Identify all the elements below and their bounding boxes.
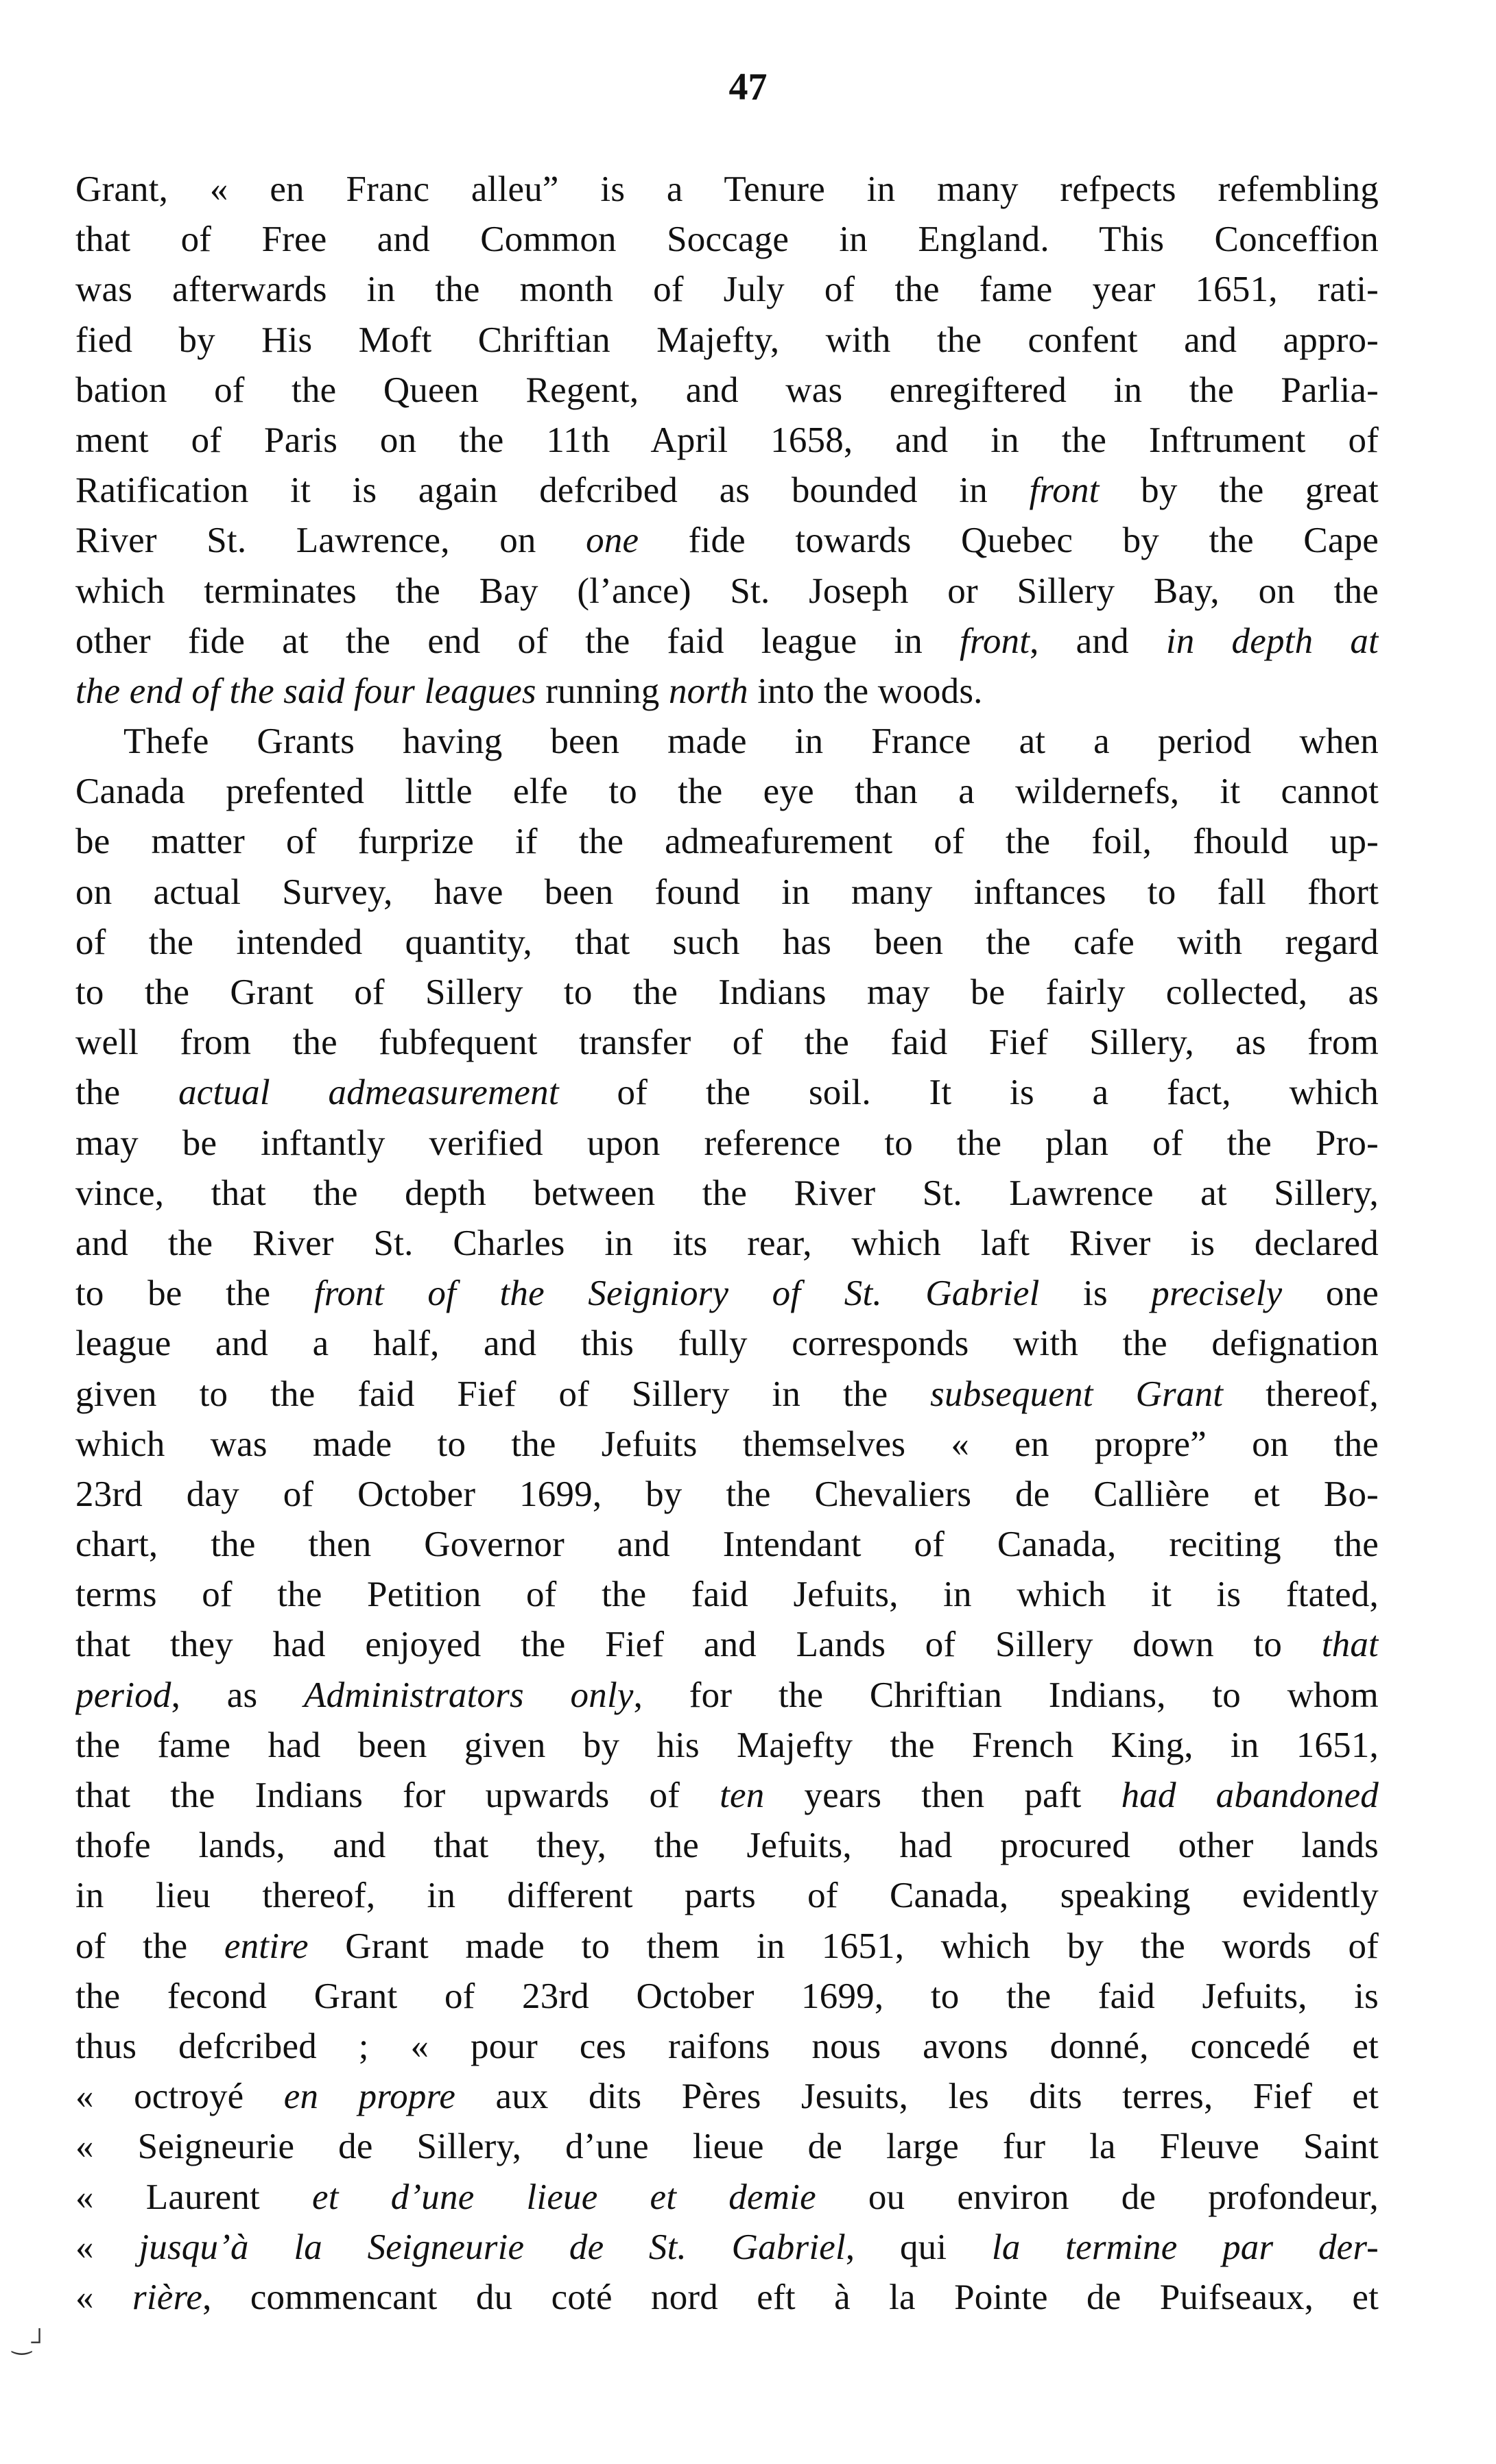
text-line: « octroyé en propre aux dits Pères Jesuits, les dits terres, Fief et <box>75 2077 1379 2117</box>
text-line: which was made to the Jefuits themselves « en propre” on the <box>75 1424 1379 1464</box>
text-line: may be inftantly verified upon reference to the plan of the Pro- <box>75 1123 1379 1163</box>
text-line: other fide at the end of the faid league in front, and in depth at <box>75 621 1379 661</box>
text-line: Ratification it is again defcribed as bounded in front by the great <box>75 470 1379 511</box>
text-line: to be the front of the Seigniory of St. Gabriel is precisely one <box>75 1273 1379 1314</box>
text-line: of the entire Grant made to them in 1651, which by the words of <box>75 1926 1379 1966</box>
text-line: thus defcribed ; « pour ces raifons nous avons donné, concedé et <box>75 2026 1379 2066</box>
text-line: in lieu thereof, in different parts of Canada, speaking evidently <box>75 1876 1379 1916</box>
text-line: the fame had been given by his Majefty the French King, in 1651, <box>75 1725 1379 1765</box>
text-line: given to the faid Fief of Sillery in the subsequent Grant thereof, <box>75 1374 1379 1414</box>
text-line: that of Free and Common Soccage in England. This Conceffion <box>75 219 1379 260</box>
page-number: 47 <box>728 66 768 108</box>
text-line: « Seigneurie de Sillery, d’une lieue de large fur la Fleuve Saint <box>75 2127 1379 2167</box>
text-line: and the River St. Charles in its rear, which laft River is declared <box>75 1223 1379 1263</box>
text-line: on actual Survey, have been found in many inftances to fall fhort <box>75 872 1379 912</box>
text-line: of the intended quantity, that such has been the cafe with regard <box>75 922 1379 962</box>
text-line: chart, the then Governor and Intendant of Canada, reciting the <box>75 1524 1379 1565</box>
text-line: be matter of furprize if the admeafurement of the foil, fhould up- <box>75 822 1379 862</box>
body-text <box>75 165 1379 2323</box>
text-line: 23rd day of October 1699, by the Chevaliers de Callière et Bo- <box>75 1474 1379 1514</box>
text-line: bation of the Queen Regent, and was enregiftered in the Parlia- <box>75 370 1379 410</box>
footer-mark: ‿┘ <box>12 2330 48 2355</box>
text-line: « Laurent et d’une lieue et demie ou environ de profondeur, <box>75 2177 1379 2217</box>
text-line: which terminates the Bay (l’ance) St. Joseph or Sillery Bay, on the <box>75 571 1379 611</box>
text-line: Grant, « en Franc alleu” is a Tenure in many refpects refembling <box>75 169 1379 209</box>
text-line: well from the fubfequent transfer of the faid Fief Sillery, as from <box>75 1022 1379 1063</box>
text-line: thofe lands, and that they, the Jefuits, had procured other lands <box>75 1826 1379 1866</box>
text-line: terms of the Petition of the faid Jefuits, in which it is ftated, <box>75 1575 1379 1615</box>
text-line: « rière, commencant du coté nord eft à la Pointe de Puifseaux, et <box>75 2277 1379 2317</box>
text-line: that they had enjoyed the Fief and Lands of Sillery down to that <box>75 1625 1379 1665</box>
text-line: fied by His Moft Chriftian Majefty, with the confent and appro- <box>75 320 1379 360</box>
text-line: « jusqu’à la Seigneurie de St. Gabriel, qui la termine par der- <box>75 2227 1379 2267</box>
text-line: was afterwards in the month of July of the fame year 1651, rati- <box>75 270 1379 310</box>
text-line: that the Indians for upwards of ten years then paft had abandoned <box>75 1775 1379 1815</box>
text-line: the end of the said four leagues running north into the woods. <box>75 671 983 711</box>
text-line: Canada prefented little elfe to the eye than a wildernefs, it cannot <box>75 772 1379 812</box>
text-line: vince, that the depth between the River St. Lawrence at Sillery, <box>75 1173 1379 1213</box>
text-line: ment of Paris on the 11th April 1658, and in the Inftrument of <box>75 420 1379 460</box>
text-line: to the Grant of Sillery to the Indians may be fairly collected, as <box>75 972 1379 1012</box>
text-line: the fecond Grant of 23rd October 1699, to the faid Jefuits, is <box>75 1976 1379 2016</box>
text-line: league and a half, and this fully corresponds with the defignation <box>75 1324 1379 1364</box>
text-line: period, as Administrators only, for the Chriftian Indians, to whom <box>75 1675 1379 1715</box>
text-line: Thefe Grants having been made in France at a period when <box>123 721 1379 762</box>
text-line: the actual admeasurement of the soil. It is a fact, which <box>75 1073 1379 1113</box>
text-line: River St. Lawrence, on one fide towards Quebec by the Cape <box>75 521 1379 561</box>
